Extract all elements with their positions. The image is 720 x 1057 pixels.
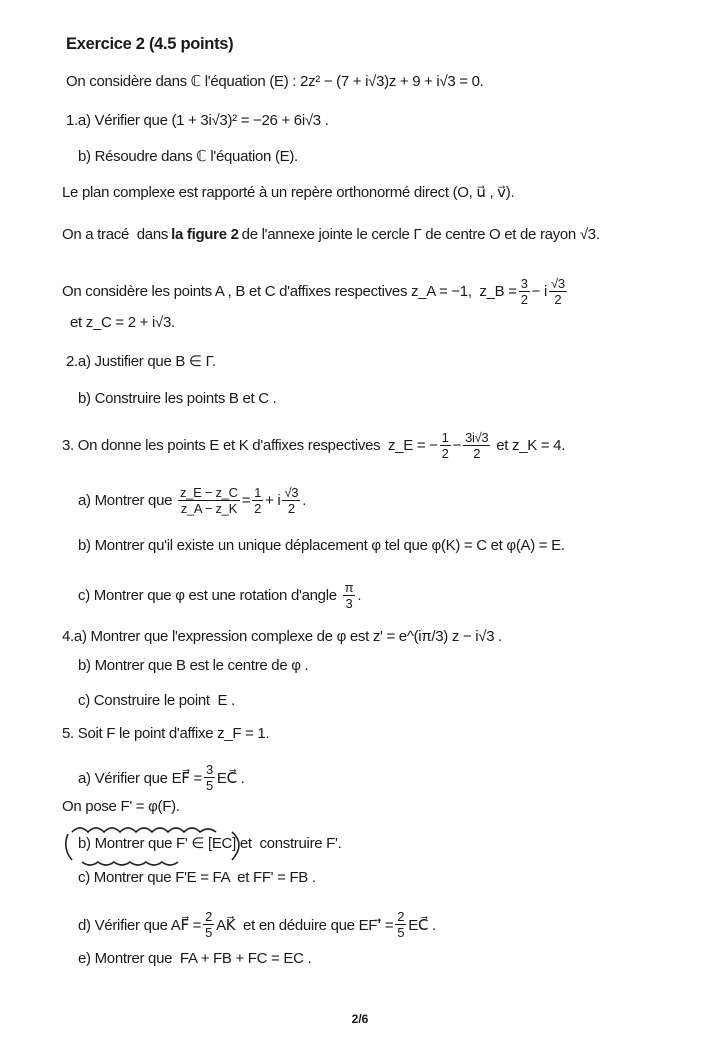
page-number: 2/6 bbox=[351, 1012, 369, 1026]
text-segment: = bbox=[241, 492, 251, 509]
text-segment: 3. On donne les points E et K d'affixes respectives z_E = − bbox=[62, 437, 438, 454]
fraction-denominator: 5 bbox=[397, 925, 405, 940]
fraction bbox=[549, 276, 567, 307]
exercise-line bbox=[78, 762, 245, 793]
fraction-denominator: z_A − z_K bbox=[180, 501, 237, 516]
fraction-numerator: 3 bbox=[205, 762, 213, 777]
text-segment: a) Montrer que bbox=[78, 492, 177, 509]
exercise-line bbox=[62, 183, 514, 201]
exercise-line bbox=[78, 390, 277, 407]
text-segment: On a tracé dans bbox=[62, 226, 169, 243]
exercise-line bbox=[62, 798, 180, 815]
text-segment: On considère dans ℂ l'équation (E) : 2z² − (7 + i√3)z + 9 + i√3 = 0. bbox=[66, 73, 484, 90]
exercise-line bbox=[66, 72, 484, 90]
text-segment: + i bbox=[265, 492, 281, 509]
fraction-numerator: 1 bbox=[441, 430, 449, 445]
exercise-line bbox=[78, 580, 361, 611]
fraction bbox=[178, 485, 240, 516]
fraction bbox=[519, 276, 530, 307]
fraction-numerator: √3 bbox=[551, 276, 565, 291]
text-segment: a) Vérifier que EF⃗ = bbox=[78, 769, 202, 787]
fraction-denominator: 2 bbox=[520, 292, 528, 307]
fraction-denominator: 2 bbox=[473, 446, 481, 461]
text-segment: c) Construire le point E . bbox=[78, 692, 235, 709]
text-segment: c) Montrer que F'E = FA et FF' = FB . bbox=[78, 869, 316, 886]
exercise-line bbox=[78, 657, 308, 674]
text-segment: b) Résoudre dans ℂ l'équation (E). bbox=[78, 148, 298, 165]
fraction-numerator: 1 bbox=[254, 485, 262, 500]
fraction-denominator: 2 bbox=[254, 501, 262, 516]
exercise-line bbox=[78, 950, 311, 967]
text-segment: − i bbox=[531, 283, 548, 300]
text-segment: AK⃗ et en déduire que EF'⃗ = bbox=[216, 916, 394, 934]
text-segment: b) Montrer qu'il existe un unique déplacement φ tel que φ(K) = C et φ(A) = E. bbox=[78, 537, 565, 554]
text-segment: 5. Soit F le point d'affixe z_F = 1. bbox=[62, 725, 270, 742]
fraction-denominator: 2 bbox=[554, 292, 562, 307]
fraction-denominator: 2 bbox=[441, 446, 449, 461]
fraction-numerator: π bbox=[344, 580, 354, 595]
bold-text: la figure 2 bbox=[171, 226, 239, 243]
exercise-line bbox=[78, 909, 436, 940]
text-segment: et z_C = 2 + i√3. bbox=[70, 314, 175, 331]
text-segment: 1.a) Vérifier que (1 + 3i√3)² = −26 + 6i√3 . bbox=[66, 112, 329, 129]
fraction-denominator: 5 bbox=[205, 925, 213, 940]
text-segment: . bbox=[357, 587, 362, 604]
exercise-line bbox=[62, 628, 502, 645]
handwritten-scribble bbox=[62, 820, 252, 866]
text-segment: EC⃗ . bbox=[408, 916, 436, 934]
exercise-line bbox=[78, 869, 316, 886]
exercise-line bbox=[62, 430, 565, 461]
exercise-line bbox=[78, 485, 306, 516]
exercise-title: Exercice 2 (4.5 points) bbox=[66, 35, 234, 53]
fraction-numerator: 3 bbox=[520, 276, 528, 291]
fraction bbox=[282, 485, 300, 516]
exercise-line bbox=[78, 692, 235, 709]
exercise-line bbox=[66, 352, 216, 370]
fraction bbox=[463, 430, 490, 461]
fraction-numerator: 2 bbox=[397, 909, 405, 924]
text-segment: d) Vérifier que AF⃗ = bbox=[78, 916, 202, 934]
fraction-denominator: 3 bbox=[345, 596, 353, 611]
fraction bbox=[252, 485, 263, 516]
fraction-denominator: 2 bbox=[287, 501, 295, 516]
fraction-numerator: 3i√3 bbox=[465, 430, 489, 445]
fraction bbox=[440, 430, 451, 461]
text-segment: de l'annexe jointe le cercle Γ de centre O et de rayon √3. bbox=[241, 226, 600, 243]
text-segment: 4.a) Montrer que l'expression complexe de φ est z' = e^(iπ/3) z − i√3 . bbox=[62, 628, 502, 645]
text-segment: 2.a) Justifier que B ∈ Γ. bbox=[66, 353, 216, 370]
text-segment: On considère les points A , B et C d'affixes respectives z_A = −1, z_B = bbox=[62, 283, 517, 300]
text-segment: c) Montrer que φ est une rotation d'angle bbox=[78, 587, 341, 604]
fraction bbox=[203, 909, 214, 940]
exercise-line bbox=[66, 112, 329, 129]
text-segment: e) Montrer que FA + FB + FC = EC . bbox=[78, 950, 312, 967]
fraction-numerator: z_E − z_C bbox=[180, 485, 238, 500]
exercise-line bbox=[62, 725, 269, 742]
text-segment: Le plan complexe est rapporté à un repère orthonormé direct (O, u⃗ , v⃗). bbox=[62, 184, 515, 201]
text-segment: et z_K = 4. bbox=[492, 437, 566, 454]
exercise-line bbox=[62, 226, 600, 243]
fraction-numerator: 2 bbox=[205, 909, 213, 924]
fraction-numerator: √3 bbox=[284, 485, 299, 500]
fraction bbox=[395, 909, 406, 940]
exercise-line bbox=[70, 314, 175, 331]
text-segment: . bbox=[302, 492, 307, 509]
text-segment: On pose F' = φ(F). bbox=[62, 798, 180, 815]
exercise-line bbox=[78, 147, 298, 165]
fraction bbox=[343, 580, 356, 611]
exercise-line bbox=[62, 276, 569, 307]
fraction bbox=[204, 762, 215, 793]
text-segment: − bbox=[452, 437, 462, 454]
text-segment: b) Construire les points B et C . bbox=[78, 390, 277, 407]
exercise-line bbox=[78, 537, 565, 554]
fraction-denominator: 5 bbox=[205, 778, 213, 793]
text-segment: EC⃗ . bbox=[216, 769, 245, 787]
text-segment: b) Montrer que F' ∈ [EC] et construire F'. bbox=[78, 835, 342, 852]
text-segment: b) Montrer que B est le centre de φ . bbox=[78, 657, 309, 674]
